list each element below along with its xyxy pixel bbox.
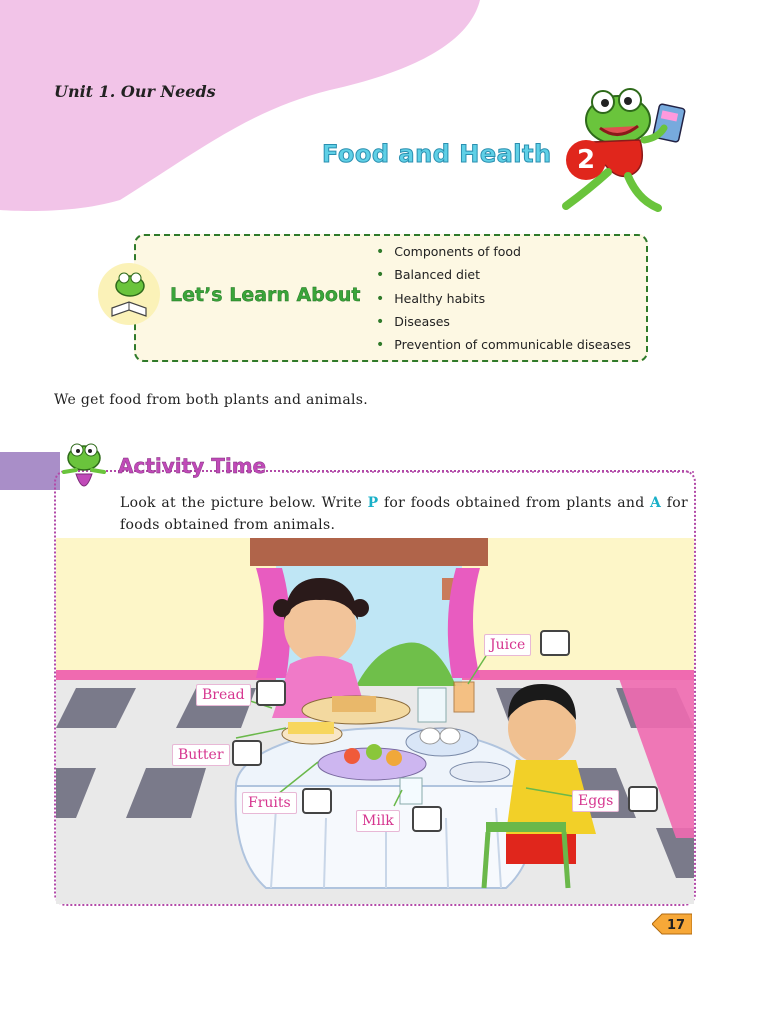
list-item: • Components of food <box>376 240 631 263</box>
butter-answer-box[interactable] <box>232 740 262 766</box>
fruits-label: Fruits <box>242 792 297 814</box>
plant-letter: P <box>367 495 379 511</box>
chapter-title: Food and Health <box>322 140 552 168</box>
side-tab <box>0 452 60 490</box>
list-item: • Diseases <box>376 310 631 333</box>
page-number-badge <box>652 912 692 936</box>
list-item: • Healthy habits <box>376 287 631 310</box>
list-item: • Balanced diet <box>376 263 631 286</box>
intro-text: We get food from both plants and animals. <box>54 392 368 408</box>
activity-heading: Activity Time <box>118 454 267 478</box>
bread-answer-box[interactable] <box>256 680 286 706</box>
dining-scene-illustration <box>56 538 694 904</box>
heading-dotted-rule <box>282 470 694 474</box>
milk-label: Milk <box>356 810 400 832</box>
reading-frog-icon <box>96 262 162 326</box>
juice-label: Juice <box>484 634 531 656</box>
unit-title: Unit 1. Our Needs <box>54 82 216 101</box>
activity-frog-icon <box>56 436 112 500</box>
animal-letter: A <box>650 495 662 511</box>
learn-about-heading: Let’s Learn About <box>170 284 361 306</box>
milk-answer-box[interactable] <box>412 806 442 832</box>
eggs-label: Eggs <box>572 790 619 812</box>
instruction-text: for foods obtained from animals. <box>120 495 688 533</box>
learn-about-list <box>376 240 631 356</box>
fruits-answer-box[interactable] <box>302 788 332 814</box>
activity-instructions <box>120 492 688 536</box>
bread-label: Bread <box>196 684 251 706</box>
butter-label: Butter <box>172 744 230 766</box>
instruction-text: Look at the picture below. Write <box>120 495 363 511</box>
page-number: 17 <box>666 918 686 933</box>
instruction-text: for foods obtained from plants and <box>383 495 645 511</box>
list-item: • Prevention of communicable diseases <box>376 333 631 356</box>
juice-answer-box[interactable] <box>540 630 570 656</box>
eggs-answer-box[interactable] <box>628 786 658 812</box>
chapter-number-badge: 2 <box>566 140 606 180</box>
